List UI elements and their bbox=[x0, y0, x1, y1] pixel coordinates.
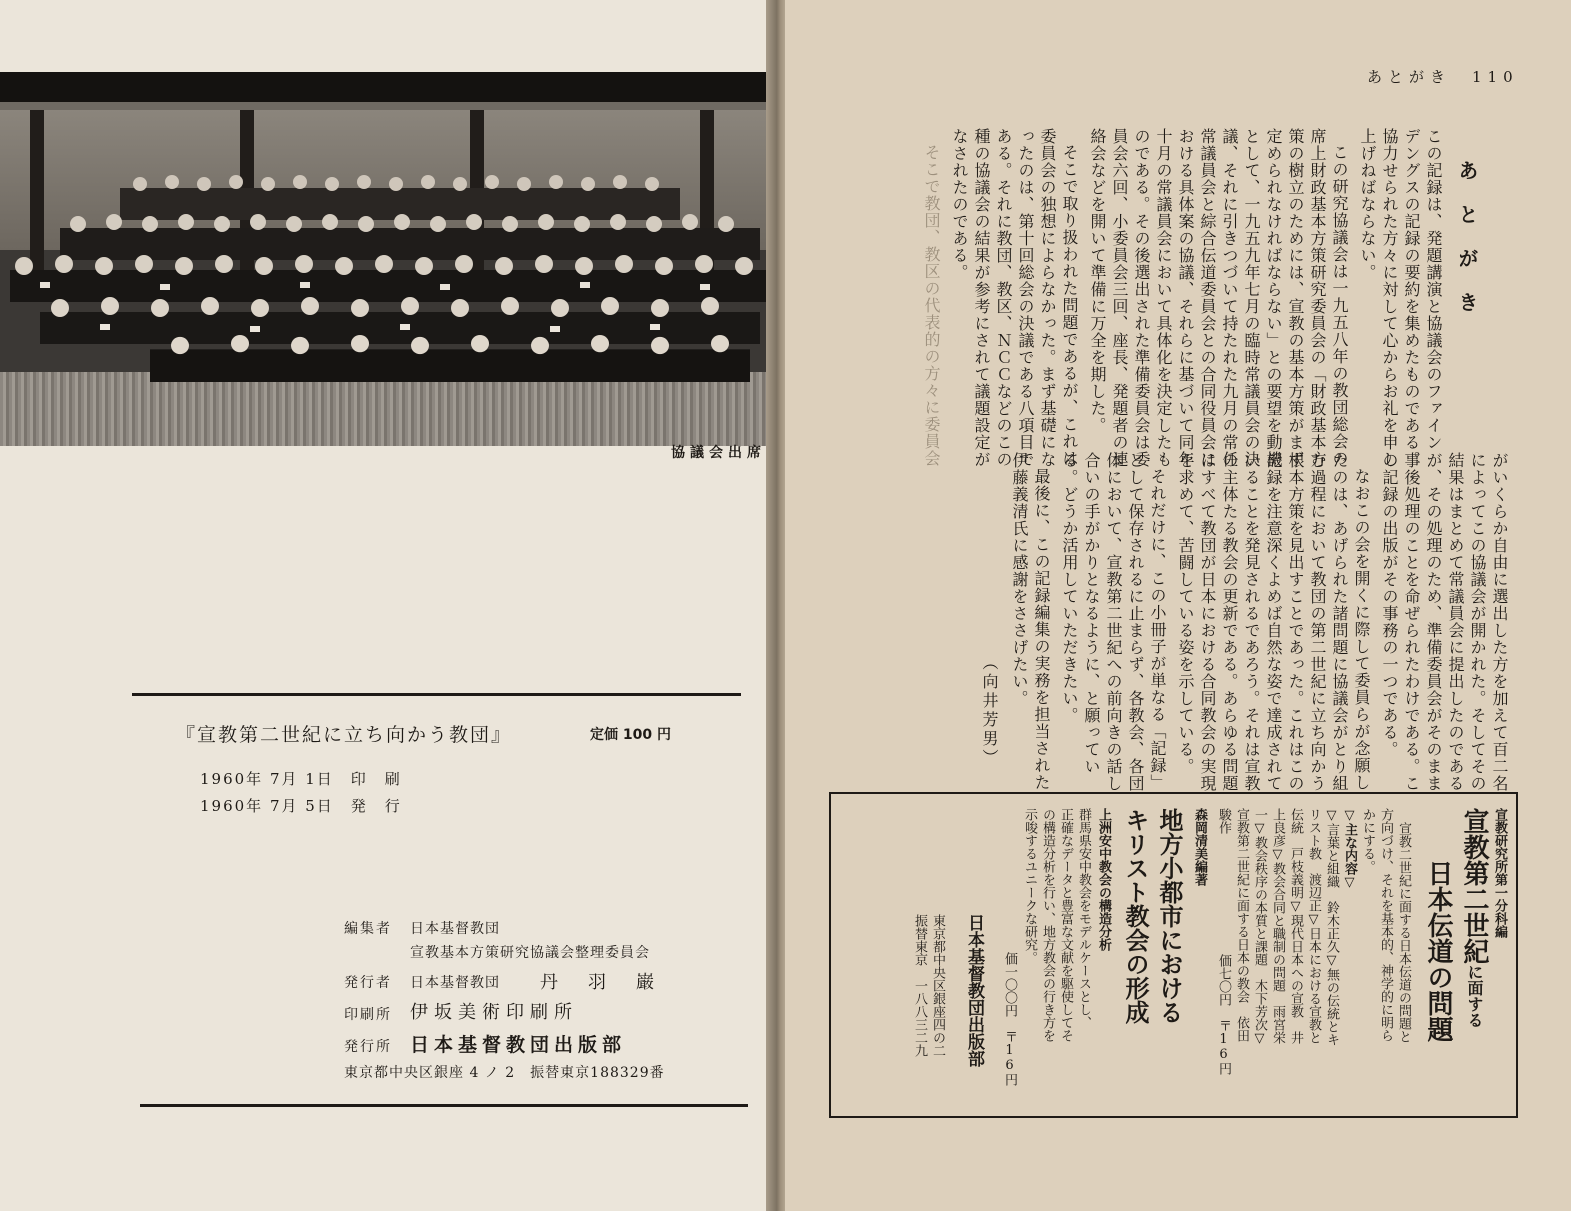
afterword-line: 記録を注意深くよめば自然な姿で達成されて bbox=[1264, 452, 1283, 792]
ad-desc-line: かにする。 bbox=[1360, 808, 1375, 873]
ad-desc-line: ▽言葉と組織 鈴木正久▽無の伝統とキ bbox=[1324, 808, 1339, 1046]
afterword-line: 席上財政基本方策研究委員会の「財政基本方 bbox=[1308, 128, 1327, 468]
afterword-line: ったのは、第十回総会の決議である八項目で bbox=[1016, 128, 1035, 468]
afterword-line: 議、それに引きつづいて持たれた九月の常任 bbox=[1220, 128, 1239, 468]
ad-desc-line: 上良彦▽教会合同と職制の問題 雨宮栄 bbox=[1270, 808, 1285, 1044]
ad-contents-heading: ▽主な内容▽ bbox=[1342, 808, 1357, 890]
ad-title-main bbox=[1461, 808, 1487, 1028]
ad-desc2-line: 示唆するユニークな研究。 bbox=[1022, 808, 1037, 964]
ad-title2-line1: 地方小都市における bbox=[1155, 808, 1183, 1024]
ad-price: 価七〇円 〒16円 bbox=[1216, 954, 1231, 1075]
ad-desc-line: 宣教第二世紀に面する日本の教会 依田 bbox=[1234, 808, 1249, 1042]
afterword-line: 常議員会と綜合伝道委員会との合同役員会に bbox=[1198, 128, 1217, 468]
afterword-line: 委員会の独想によらなかった。まず基礎にな bbox=[1038, 128, 1057, 468]
publisher-label: 発行者 bbox=[344, 975, 392, 991]
ad-author: 森岡清美編著 bbox=[1192, 808, 1207, 886]
afterword-line: デングスの記録の要約を集めたものである。 bbox=[1402, 128, 1421, 468]
issuer-value: 日本基督教団出版部 bbox=[410, 1034, 627, 1056]
afterword-line: 伊藤義清氏に感謝をささげたい。 bbox=[1010, 452, 1029, 707]
afterword-heading: あとがき bbox=[1455, 160, 1479, 336]
ad-title-emphasis: 宣教第二世紀 bbox=[1459, 808, 1489, 964]
afterword-line: 根本方策を見出すことであった。これはこの bbox=[1286, 452, 1305, 792]
ad-title-sub: 日本伝道の問題 bbox=[1423, 860, 1453, 1042]
afterword-line: ある。それに教団、教区、ＮＣＣなどのこの bbox=[994, 128, 1013, 468]
publisher-person: 丹 羽 巌 bbox=[540, 972, 660, 993]
ad-desc2-line: 正確なデータと豊富な文献を駆使してそ bbox=[1058, 808, 1073, 1042]
afterword-signature: （向井芳男） bbox=[980, 654, 999, 768]
afterword-line: なおこの会を開くに際して委員らが念願し bbox=[1352, 468, 1371, 791]
afterword-line: 最後に、この記録編集の実務を担当された bbox=[1032, 468, 1051, 791]
ad-desc-line: 宣教二世紀に面する日本伝道の問題と bbox=[1396, 822, 1411, 1043]
issue-date: 1960年 7月 5日 発 行 bbox=[200, 797, 402, 815]
afterword-line: なされたのである。 bbox=[950, 128, 969, 281]
afterword-line: の記録の出版がその事務の一つである。 bbox=[1380, 452, 1399, 758]
afterword-line: によってこの協議会が開かれた。そしてその bbox=[1468, 452, 1487, 792]
afterword-line: 種の協議会の結果が参考にされて議題設定が bbox=[972, 128, 991, 468]
afterword-line: 員会六回、小委員会三回、座長、発題者の連 bbox=[1110, 128, 1129, 468]
ad-desc2-line: の構造分析を行い、地方教会の行き方を bbox=[1040, 808, 1055, 1042]
colophon-top-rule bbox=[132, 693, 741, 696]
ad-title2-line2: キリスト教会の形成 bbox=[1121, 808, 1149, 1024]
print-date: 1960年 7月 1日 印 刷 bbox=[200, 770, 402, 788]
ad-subtitle: 上洲安中教会の構造分析 bbox=[1096, 808, 1111, 951]
afterword-line: として保存されるに止まらず、各教会、各団 bbox=[1126, 452, 1145, 792]
afterword-line: 合いの手がかりとなるように、と願ってい bbox=[1082, 452, 1101, 775]
afterword-line: そこで取り扱われた問題であるが、これは bbox=[1060, 144, 1079, 467]
group-photo bbox=[0, 72, 772, 446]
afterword-line: 策の樹立のためには、宣教の基本方策がまず bbox=[1286, 128, 1305, 468]
afterword-line: はすべて教団が日本における合同教会の実現 bbox=[1198, 452, 1217, 792]
issuer-label: 発行所 bbox=[344, 1039, 392, 1055]
printer-value: 伊坂美術印刷所 bbox=[410, 1002, 578, 1023]
afterword-line: る。どうか活用していただきたい。 bbox=[1060, 452, 1079, 724]
ad-series-label: 宣教研究所第一分科編 bbox=[1492, 808, 1507, 938]
afterword-line: 定められなければならない」との要望を動機 bbox=[1264, 128, 1283, 468]
editor-value: 日本基督教団 bbox=[410, 921, 500, 937]
ad-desc-line: 方向づけ、それを基本的、神学的に明ら bbox=[1378, 808, 1393, 1042]
afterword-line: として、一九五九年七月の臨時常議員会の決 bbox=[1242, 128, 1261, 468]
ad-desc-line: 駿作 bbox=[1216, 808, 1231, 834]
afterword-line: 体において、宣教第二世紀への前向きの話し bbox=[1104, 452, 1123, 792]
afterword-line: 十月の常議員会において具体化を決定したも bbox=[1154, 128, 1173, 468]
running-head: あとがき 110 bbox=[1367, 68, 1519, 86]
left-page bbox=[0, 0, 772, 1211]
printer-label: 印刷所 bbox=[344, 1007, 392, 1023]
afterword-line: がいくらか自由に選出した方を加えて百二名 bbox=[1490, 452, 1509, 792]
price-label: 定価 100 円 bbox=[590, 727, 671, 743]
afterword-line: の主体たる教会の更新である。あらゆる問題 bbox=[1220, 452, 1239, 792]
afterword-line: この記録は、発題講演と協議会のファイン bbox=[1424, 128, 1443, 451]
photo-roof bbox=[0, 72, 772, 104]
ad-desc-line: 伝統 戸枝義明▽現代日本への宣教 井 bbox=[1288, 808, 1303, 1044]
editor-label: 編集者 bbox=[344, 921, 392, 937]
right-page bbox=[785, 0, 1571, 1211]
photo-caption: 協議会出席 bbox=[671, 445, 766, 461]
afterword-line: 事後処理のことを命ぜられたわけである。こ bbox=[1402, 452, 1421, 792]
afterword-line: 絡会などを開いて準備に万全を期した。 bbox=[1088, 128, 1107, 434]
ad-title-suffix: に面する bbox=[1465, 964, 1484, 1028]
afterword-line: む過程において教団の第二世紀に立ち向かう bbox=[1308, 452, 1327, 792]
ad-desc2-line: 群馬県安中教会をモデルケースとし、 bbox=[1076, 808, 1091, 1029]
afterword-line: を求めて、苦闘している姿を示している。 bbox=[1176, 452, 1195, 775]
publisher-org: 日本基督教団 bbox=[410, 975, 500, 991]
afterword-line: のである。その後選出された準備委員会は委 bbox=[1132, 128, 1151, 468]
afterword-line: 協力せられた方々に対して心からお礼を申し bbox=[1380, 128, 1399, 468]
ad-publisher: 日本基督教団出版部 bbox=[964, 914, 984, 1067]
ad-publisher-address: 東京都中央区銀座四の二 bbox=[930, 914, 945, 1057]
afterword-line: たのは、あげられた諸問題に協議会がとり組 bbox=[1330, 452, 1349, 792]
ad-publisher-account: 振替東京 一八八三二九 bbox=[912, 914, 927, 1057]
book-title: 『宣教第二世紀に立ち向かう教団』 bbox=[176, 724, 513, 746]
crowd-row bbox=[0, 334, 772, 382]
afterword-line: いることを発見されるであろう。それは宣教 bbox=[1242, 452, 1261, 792]
afterword-line: そこで教団、教区の代表的の方々に委員会 bbox=[922, 144, 941, 467]
ad-desc-line: リスト教 渡辺正▽日本における宣教と bbox=[1306, 808, 1321, 1044]
ad-price2: 価一〇〇円 〒16円 bbox=[1002, 952, 1017, 1086]
photo-ground bbox=[0, 372, 772, 446]
editor-value-committee: 宣教基本方策研究協議会整理委員会 bbox=[410, 945, 650, 961]
afterword-line: 結果はまとめて常議員会に提出したのである bbox=[1446, 452, 1465, 792]
afterword-line: おける具体案の協議、それらに基づいて同年 bbox=[1176, 128, 1195, 468]
colophon-address: 東京都中央区銀座 4 ノ 2 振替東京188329番 bbox=[344, 1065, 665, 1081]
afterword-line: それだけに、この小冊子が単なる「記録」 bbox=[1148, 468, 1167, 791]
book-advertisement bbox=[829, 792, 1518, 1118]
ad-desc-line: 一▽教会秩序の本質と課題 木下芳次▽ bbox=[1252, 808, 1267, 1046]
photo-roof-edge bbox=[0, 102, 772, 110]
colophon-bottom-rule bbox=[140, 1104, 748, 1107]
afterword-line: が、その処理のため、準備委員会がそのまま bbox=[1424, 452, 1443, 792]
afterword-line: この研究協議会は一九五八年の教団総会の bbox=[1330, 144, 1349, 467]
afterword-line: 上げねばならない。 bbox=[1358, 128, 1377, 281]
